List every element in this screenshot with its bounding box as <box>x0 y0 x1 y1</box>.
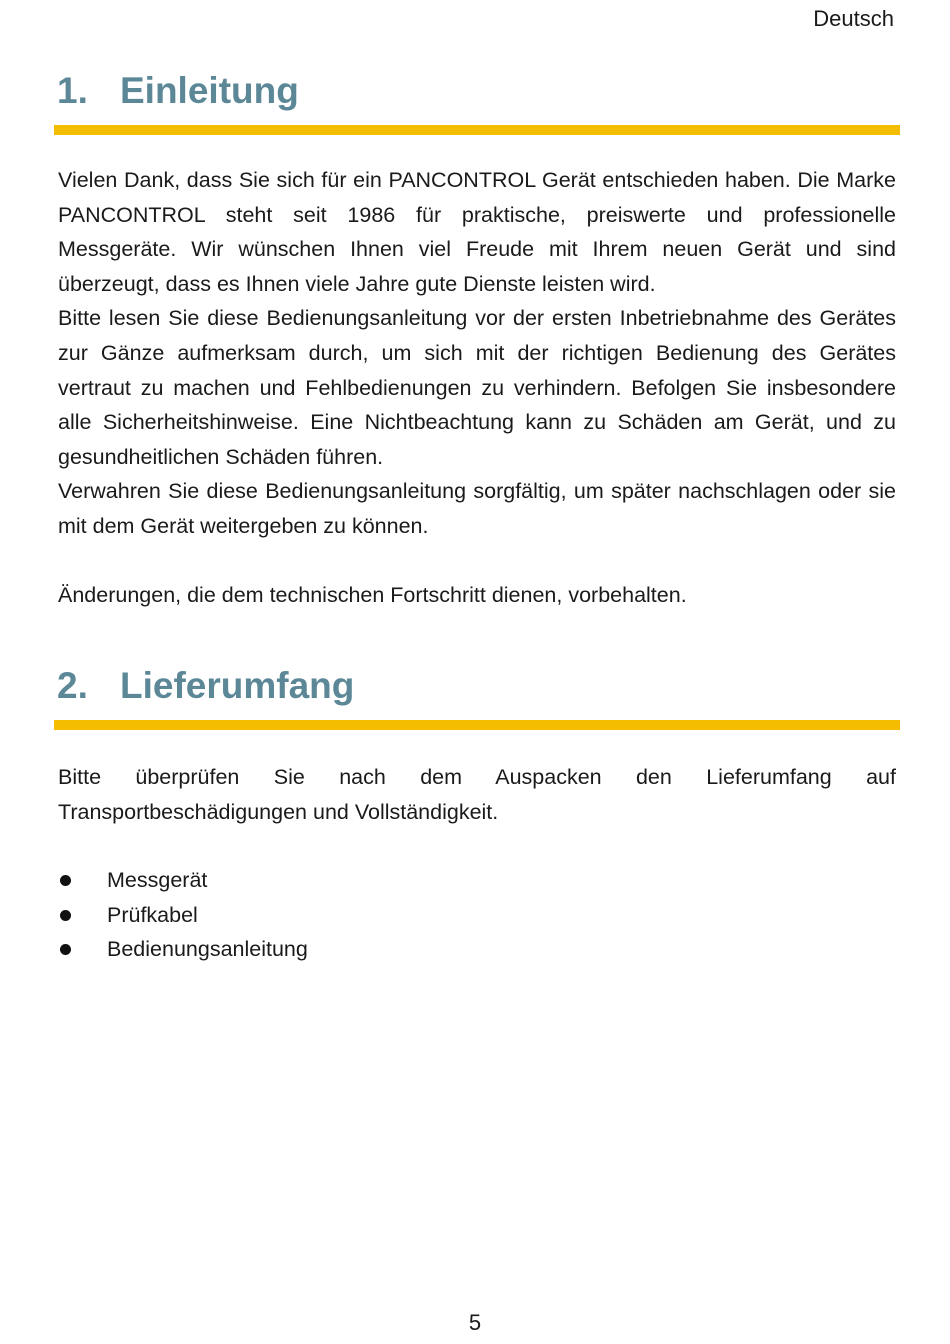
section-title: Lieferumfang <box>120 665 355 706</box>
section-title: Einleitung <box>120 70 299 111</box>
section-number: 1. <box>57 70 88 111</box>
list-item <box>58 863 896 898</box>
section-number: 2. <box>57 665 88 706</box>
list-item-label: Bedienungsanleitung <box>107 937 308 962</box>
paragraph: Bitte lesen Sie diese Bedienungsanleitung vor der ersten Inbetriebnahme des Gerätes zur Gänze aufmerksam durch, um sich mit der richtigen Bedienung des Gerätes vertraut zu machen und Fehlbedienungen zu verhindern. Befolgen Sie insbesondere alle Sicherheitshinweise. Eine Nichtbeachtung kann zu Schäden am Gerät, und zu gesundheitlichen Schäden führen. <box>58 306 896 469</box>
heading-rule <box>54 720 900 730</box>
bullet-icon <box>60 910 71 921</box>
section-body <box>54 163 900 613</box>
bullet-icon <box>60 875 71 886</box>
paragraph: Vielen Dank, dass Sie sich für ein PANCONTROL Gerät entschieden haben. Die Marke PANCONTROL steht seit 1986 für praktische, preiswerte und professionelle Messgeräte. Wir wünschen Ihnen viel Freude mit Ihrem neuen Gerät und sind überzeugt, dass es Ihnen viele Jahre gute Dienste leisten wird. <box>58 168 896 296</box>
section-heading <box>54 665 900 709</box>
list-item <box>58 932 896 967</box>
paragraph: Änderungen, die dem technischen Fortschritt dienen, vorbehalten. <box>58 583 687 608</box>
list-item <box>58 898 896 933</box>
list-item-label: Messgerät <box>107 868 208 893</box>
bullet-icon <box>60 944 71 955</box>
paragraph: Bitte überprüfen Sie nach dem Auspacken den Lieferumfang auf Transportbeschädigungen und Vollständigkeit. <box>58 765 896 824</box>
delivery-list <box>54 863 900 967</box>
language-label: Deutsch <box>813 6 894 31</box>
section-body <box>54 760 900 829</box>
paragraph: Verwahren Sie diese Bedienungsanleitung sorgfältig, um später nachschlagen oder sie mit dem Gerät weitergeben zu können. <box>58 479 896 538</box>
heading-rule <box>54 125 900 135</box>
list-item-label: Prüfkabel <box>107 902 198 927</box>
page-number: 5 <box>468 1310 482 1335</box>
section-einleitung <box>54 70 900 613</box>
section-lieferumfang <box>54 665 900 967</box>
section-heading <box>54 70 900 114</box>
